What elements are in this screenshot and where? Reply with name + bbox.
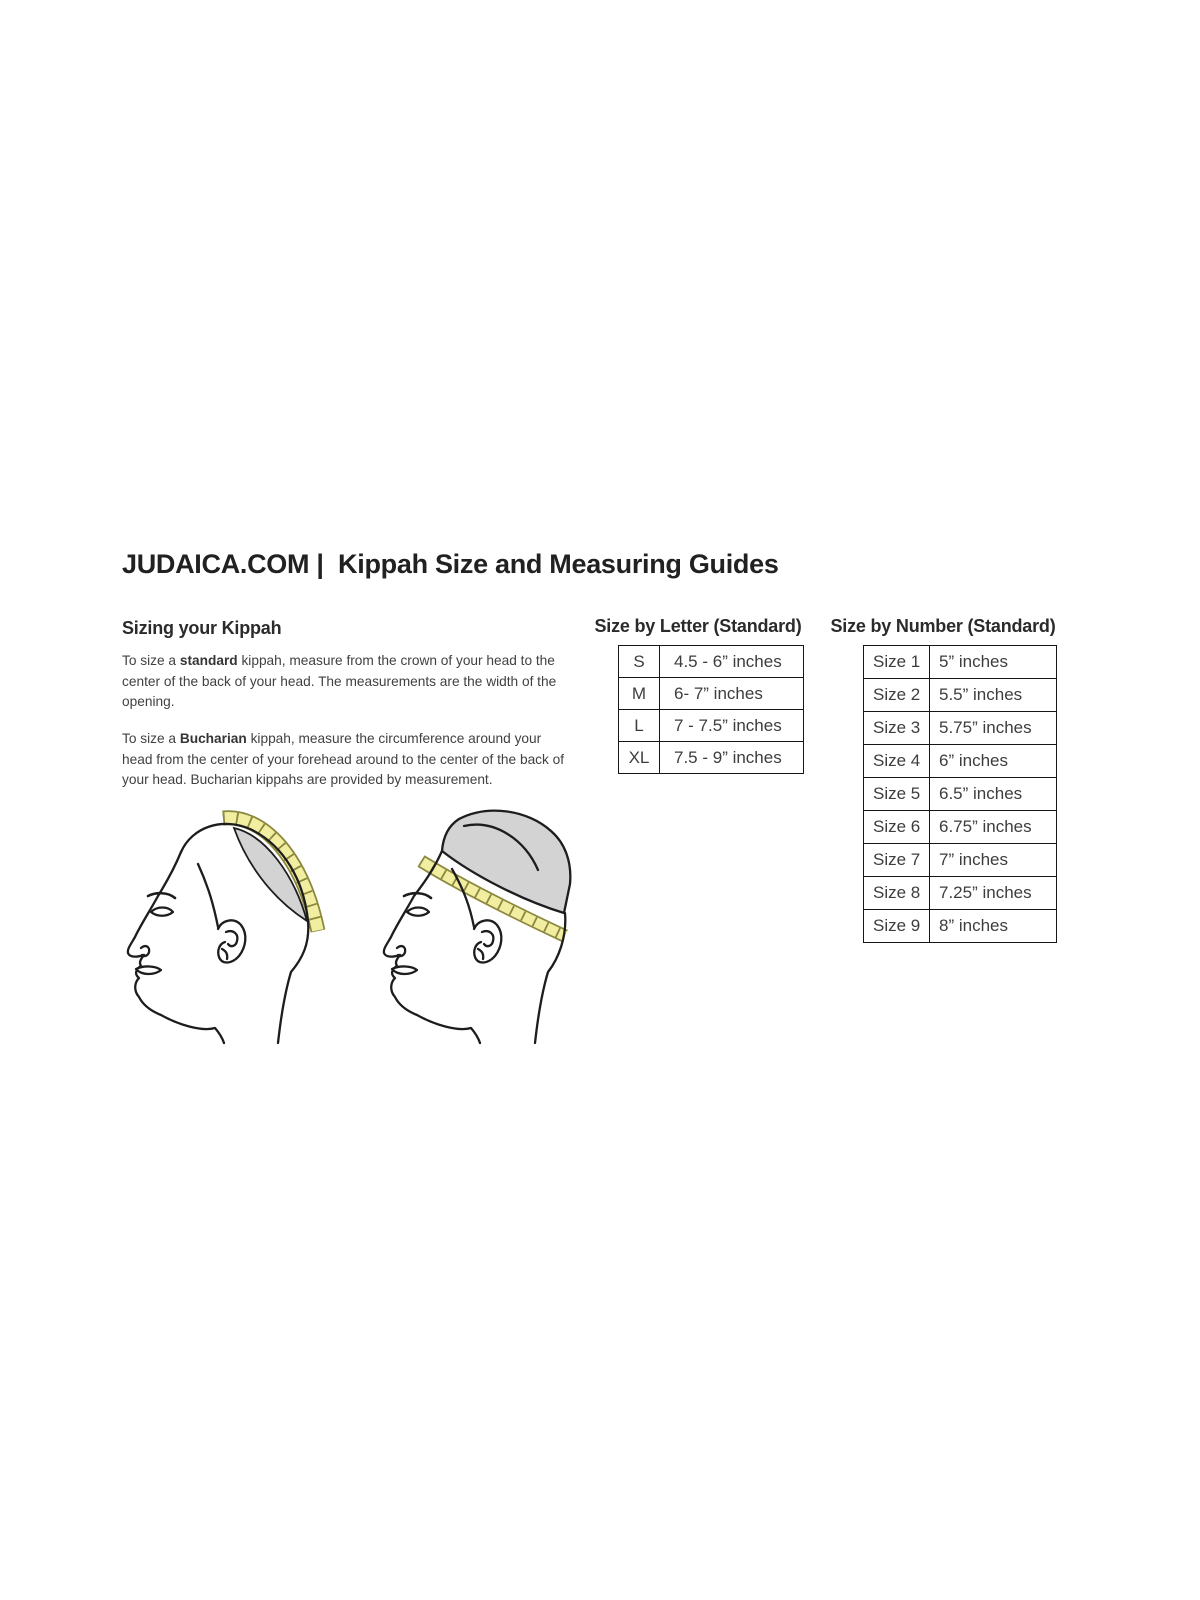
bucharian-keyword: Bucharian	[179, 731, 247, 746]
range-cell: 7 - 7.5” inches	[660, 710, 804, 742]
size-cell: Size 4	[864, 745, 930, 778]
size-cell: L	[619, 710, 660, 742]
table-row	[619, 646, 804, 678]
size-cell: Size 6	[864, 811, 930, 844]
letter-table-heading: Size by Letter (Standard)	[594, 616, 802, 636]
size-cell: Size 1	[864, 646, 930, 679]
range-cell: 7” inches	[930, 844, 1057, 877]
table-row	[864, 712, 1057, 745]
table-row	[619, 742, 804, 774]
range-cell: 6- 7” inches	[660, 678, 804, 710]
paragraph-text: kippah, measure from the crown of your head to the center of the back of your head. The measurements are the width of the opening.	[122, 653, 557, 709]
table-row	[864, 910, 1057, 943]
table-row	[619, 678, 804, 710]
size-cell: XL	[619, 742, 660, 774]
number-size-table	[863, 645, 1057, 943]
standard-kippah-head-illustration	[112, 793, 337, 1048]
bucharian-measure-drawing	[368, 793, 593, 1048]
table-row	[864, 811, 1057, 844]
size-cell: Size 2	[864, 679, 930, 712]
standard-keyword: standard	[179, 653, 238, 668]
range-cell: 6.75” inches	[930, 811, 1057, 844]
page-title: JUDAICA.COM | Kippah Size and Measuring Guides	[122, 549, 779, 579]
standard-measure-drawing	[112, 793, 337, 1048]
size-cell: Size 8	[864, 877, 930, 910]
size-cell: Size 9	[864, 910, 930, 943]
table-row	[864, 877, 1057, 910]
number-table-heading: Size by Number (Standard)	[830, 616, 1056, 636]
bucharian-kippah-head-illustration	[368, 793, 593, 1048]
range-cell: 7.25” inches	[930, 877, 1057, 910]
range-cell: 6.5” inches	[930, 778, 1057, 811]
table-row	[864, 745, 1057, 778]
size-cell: M	[619, 678, 660, 710]
size-cell: Size 3	[864, 712, 930, 745]
paragraph-text: To size a	[122, 731, 180, 746]
table-row	[864, 646, 1057, 679]
range-cell: 5.5” inches	[930, 679, 1057, 712]
range-cell: 5.75” inches	[930, 712, 1057, 745]
range-cell: 6” inches	[930, 745, 1057, 778]
sizing-section-heading: Sizing your Kippah	[122, 618, 282, 638]
standard-sizing-paragraph	[122, 651, 574, 713]
table-row	[619, 710, 804, 742]
size-cell: Size 5	[864, 778, 930, 811]
table-row	[864, 679, 1057, 712]
range-cell: 8” inches	[930, 910, 1057, 943]
range-cell: 5” inches	[930, 646, 1057, 679]
size-by-number-section	[827, 616, 1059, 943]
range-cell: 4.5 - 6” inches	[660, 646, 804, 678]
size-cell: Size 7	[864, 844, 930, 877]
table-row	[864, 778, 1057, 811]
table-row	[864, 844, 1057, 877]
letter-size-table	[618, 645, 804, 774]
size-cell: S	[619, 646, 660, 678]
paragraph-text: To size a	[122, 653, 180, 668]
bucharian-sizing-paragraph	[122, 729, 574, 791]
bucharian-kippah-shape	[442, 811, 570, 913]
size-by-letter-section	[592, 616, 804, 774]
range-cell: 7.5 - 9” inches	[660, 742, 804, 774]
paragraph-text: kippah, measure the circumference around your head from the center of your forehead around to the center of the back of your head. Bucharian kippahs are provided by measurement.	[122, 731, 565, 787]
